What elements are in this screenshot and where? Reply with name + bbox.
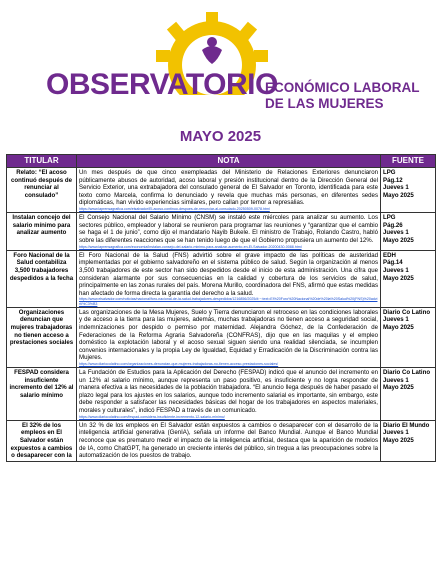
row-titular: Instalan concejo del salario mínimo para analizar aumento: [7, 213, 77, 251]
report-header: [0, 0, 441, 150]
fuente-line: Jueves 1: [383, 229, 409, 237]
row-titular: El 32% de los empleos en El Salvador están expuestos a cambios o desaparecer con la: [7, 420, 77, 461]
fuente-line: Mayo 2025: [383, 437, 414, 445]
row-titular: Foro Nacional de la Salud contabiliza 3,500 trabajadores despedidos a la fecha: [7, 250, 77, 307]
fuente-line: Jueves 1: [383, 316, 409, 324]
row-titular: Organizaciones denuncian que mujeres trabajadoras no tienen acceso a prestaciones sociales: [7, 307, 77, 367]
column-header-titular: TITULAR: [7, 155, 77, 168]
row-nota-text: El Foro Nacional de la Salud (FNS) advirtió sobre el grave impacto de las políticas de austeridad implementadas por el gobierno salvadoreño en el sistema público de salud. Según la organización al menos 3,500 trabajadores de este sector han sido despedidos desde el inicio de esta administración. Una cifra que consideran alarmante por sus consecuencias en la calidad y cobertura de los servicios de salud, principalmente en las zonas rurales del país. Morena Murillo, coordinadora del FNS, afirmó que estas medidas han afectado de forma directa la garantía del derecho a la salud.: [79, 251, 378, 297]
column-header-fuente: FUENTE: [381, 155, 436, 168]
row-source-link[interactable]: https://www.laprensagrafica.com/economia/Instalan-consejo-del-salario-minimo-para-analizar-aumento-en-El-Salvador-20200430-0088.html: [79, 244, 302, 249]
column-header-nota: NOTA: [77, 155, 381, 168]
row-nota-text: Un mes después de que cinco exempleadas del Ministerio de Relaciones Exteriores denunciaron públicamente abusos de autoridad, acoso laboral y presión institucional dentro de la Dirección General del Servicio Exterior, una extrabajadora del consulado general de El Salvador en Toronto, identificada para este texto como Marcela, confirma lo denunciado y revela que muchas más personas, en diferentes sedes diplomáticas, han vivido experiencias similares, pero callan por temor a represalias.: [79, 169, 378, 207]
fuente-line: Mayo 2025: [383, 191, 414, 199]
news-table: [6, 154, 436, 462]
fuente-line: Jueves 1: [383, 376, 409, 384]
row-fuente: [381, 168, 436, 213]
row-nota-text: El Consejo Nacional del Salario Mínimo (CNSM) se instaló este miércoles para analizar su aumento. Los sectores público, empleador y laboral se reunieron para programar las reuniones y “garantizar que el cambio se haga el 1 de junio”, como dijo el mandatario Nayib Bukele. El ministro de Trabajo, Rolando Castro, habló sobre las diferentes reacciones que se han tenido luego de que el Gobierno propusiera un aumento del 12%.: [79, 214, 378, 244]
row-source-link[interactable]: https://www.elsalvador.com/noticias/nacional/foro-nacional-de-la-salud-trabajadores-despedidos/1216856/2025/#:~:text=El%20Foro%20Nacional%20de%20la%20Salud%20(FNS)%20advirti%C3%B3: [79, 297, 378, 306]
row-nota-text: La Fundación de Estudios para la Aplicación del Derecho (FESPAD) indicó que el anuncio del incremento en un 12% al salario mínimo, aunque representa un paso positivo, es insuficiente y no logra responder de manera efectiva a las necesidades de la población trabajadora. “El anuncio llega después de haber pasado el plazo legal para los ajustes en los salarios, aunque todo incremento salarial es importante, sin embargo, este debe responder a satisfacer las necesidades básicas del hogar de los trabajadores en aspectos materiales, morales y culturales”, indicó FESPAD a través de un comunicado.: [79, 369, 378, 415]
row-nota-text: Las organizaciones de la Mesa Mujeres, Suelo y Tierra denunciaron el retroceso en las condiciones laborales y de acceso a la tierra para las mujeres, además, muchas trabajadoras no tienen acceso a seguridad social, indemnizaciones por despido o permiso por maternidad. Alejandra Góchez, de la Confederación de Federaciones de la Reforma Agraria Salvadoreña (CONFRAS), dijo que en las maquilas y el empleo doméstico la explotación laboral y el acoso sexual siguen siendo una realidad silenciada, se incumplen convenios internacionales y la propia Ley de Igualdad, Equidad y Erradicación de la Discriminación contra las Mujeres.: [79, 308, 378, 362]
row-source-link[interactable]: https://www.diariocolatino.com/fespad-considera-insuficiente-incremento-12-salario-minimo/: [79, 414, 225, 419]
table-row: [7, 420, 436, 461]
row-nota: [77, 168, 381, 213]
fuente-line: Jueves 1: [383, 429, 409, 437]
logo-subtitle-line1: ECONÓMICO LABORAL: [265, 80, 420, 95]
row-nota-text: Un 32 % de los empleos en El Salvador están expuestos a cambios o desaparecer con el desarrollo de la inteligencia artificial generativa (GenIA), señala un informe del Banco Mundial. Aunque el Banco Mundial reconoce que es prematuro medir el impacto de la inteligencia artificial, destaca que la aparición de modelos de IA, como ChatGPT, ha generado un creciente interés del público, sin tregua a las preocupaciones sobre la automatización de los puestos de trabajo.: [79, 421, 378, 460]
fuente-line: Mayo 2025: [383, 274, 414, 282]
table-row: [7, 307, 436, 367]
row-fuente: [381, 250, 436, 307]
fuente-line: LPG: [383, 169, 396, 176]
row-titular: Relato: “El acoso continuó después de renunciar al consulado”: [7, 168, 77, 213]
table-row: [7, 213, 436, 251]
fuente-line: Jueves 1: [383, 184, 409, 192]
fuente-line: Mayo 2025: [383, 384, 414, 392]
logo-subtitle-line2: DE LAS MUJERES: [265, 96, 384, 111]
fuente-line: Diario Co Latino: [383, 308, 431, 316]
table-row: [7, 168, 436, 213]
row-fuente: [381, 420, 436, 461]
row-nota: [77, 213, 381, 251]
row-source-link[interactable]: https://www.diariocolatino.com/organizaciones-denuncian-que-mujeres-trabajadoras-no-tienen-acceso-prestaciones-sociales/: [79, 361, 279, 366]
fuente-line: Mayo 2025: [383, 323, 414, 331]
row-titular: FESPAD considera insuficiente incremento del 12% al salario mínimo: [7, 368, 77, 421]
fuente-line: Mayo 2025: [383, 236, 414, 244]
logo-title: OBSERVATORIO: [46, 68, 278, 101]
row-fuente: [381, 368, 436, 421]
fuente-line: Pág.14: [383, 259, 403, 267]
fuente-line: Diario Co Latino: [383, 369, 431, 377]
table-header-row: [7, 155, 436, 168]
row-nota: [77, 250, 381, 307]
row-nota: [77, 307, 381, 367]
row-nota: [77, 368, 381, 421]
report-month: MAYO 2025: [179, 128, 262, 145]
table-row: [7, 250, 436, 307]
fuente-line: Diario El Mundo: [383, 421, 430, 429]
fuente-line: Pág.26: [383, 221, 403, 229]
row-source-link[interactable]: https://www.laprensagrafica.com/elsalvador/El-acoso-continuo-despues-de-renunciar-al-consulado-20250509-0078.html: [79, 206, 270, 211]
fuente-line: Pág.12: [383, 176, 403, 184]
fuente-line: LPG: [383, 214, 396, 222]
fuente-line: Jueves 1: [383, 266, 409, 274]
table-row: [7, 368, 436, 421]
row-nota: [77, 420, 381, 461]
row-fuente: [381, 307, 436, 367]
row-fuente: [381, 213, 436, 251]
fuente-line: EDH: [383, 251, 396, 259]
